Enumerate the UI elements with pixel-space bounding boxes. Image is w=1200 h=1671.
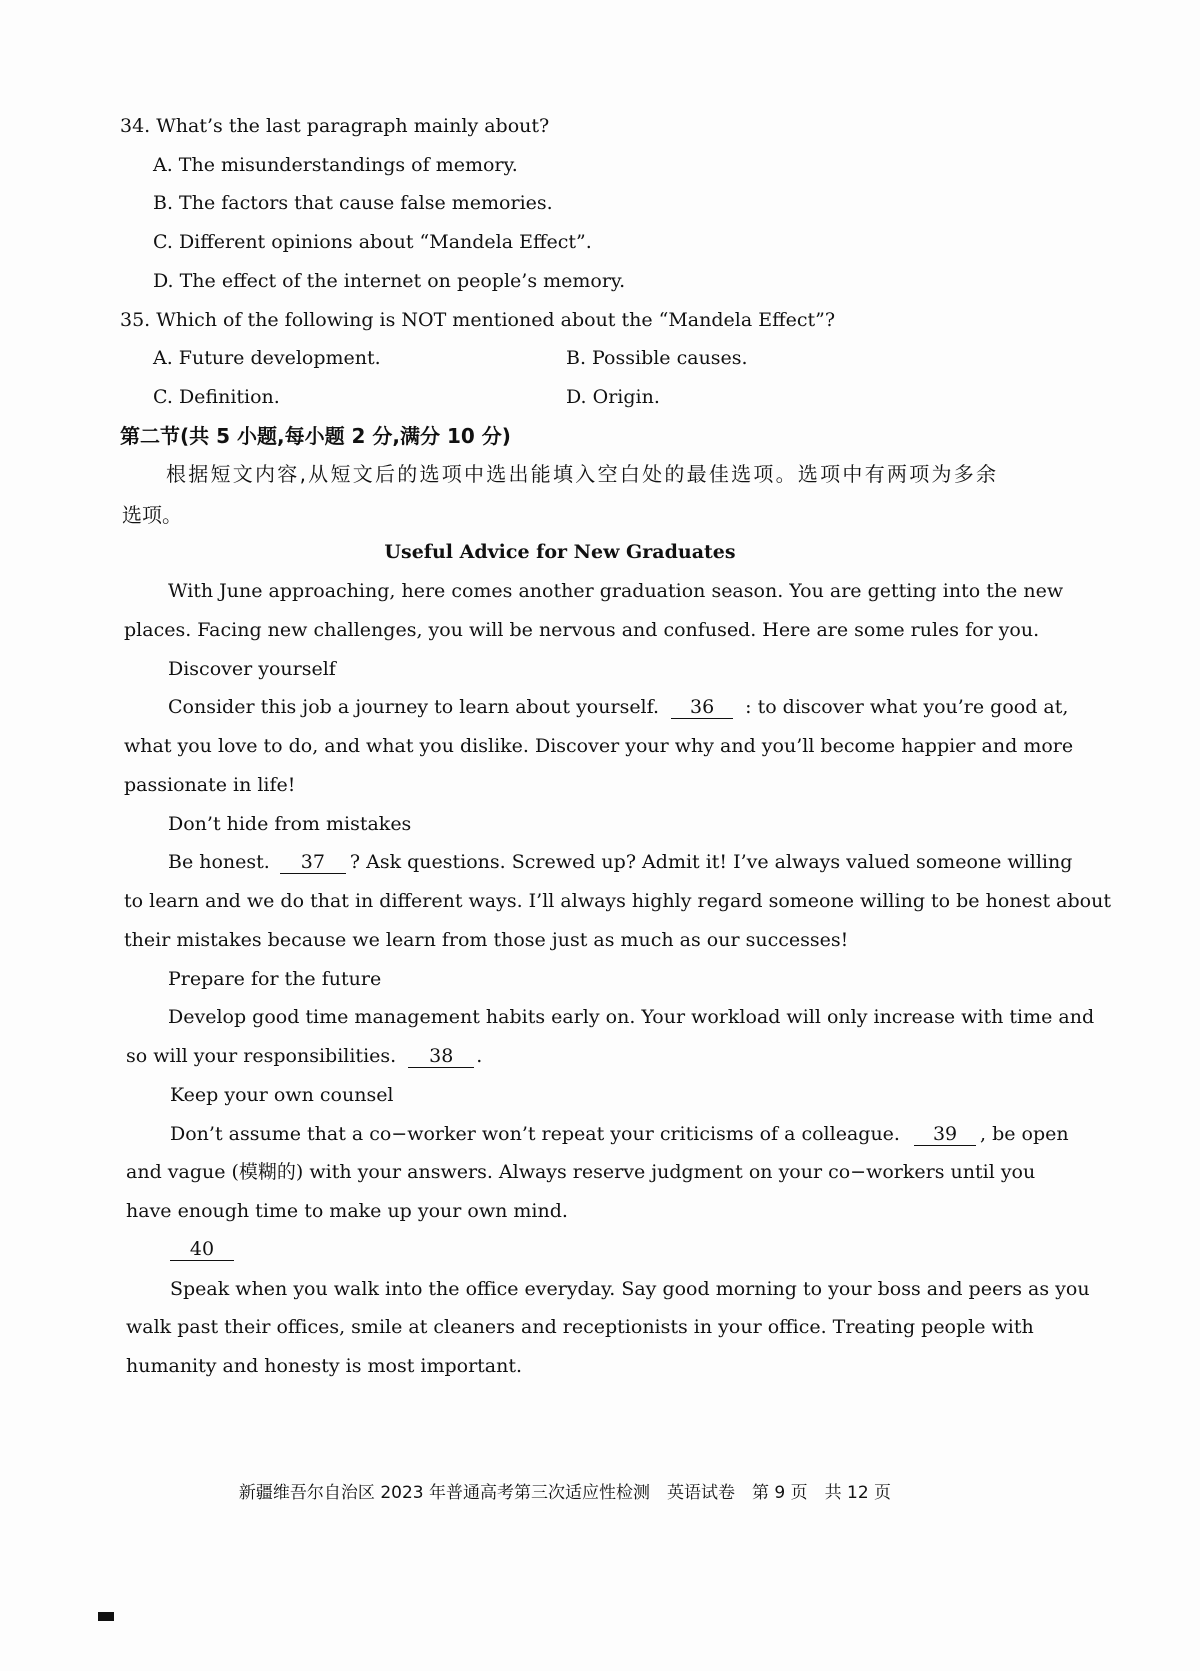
question-34-option-a: A. The misunderstandings of memory.: [153, 154, 518, 176]
question-34-option-b: B. The factors that cause false memories.: [153, 192, 553, 214]
paragraph-1-line-1: With June approaching, here comes another graduation season. You are getting into the new: [168, 580, 1064, 602]
section-heading: 第二节(共 5 小题,每小题 2 分,满分 10 分): [120, 424, 511, 448]
paragraph-3-text-after-blank: ? Ask questions. Screwed up? Admit it! I’ve always valued someone willing: [349, 851, 1073, 873]
paragraph-5-text-after-blank: , be open: [980, 1123, 1069, 1145]
blank-40: 40: [170, 1238, 234, 1261]
scan-registration-mark: [98, 1612, 114, 1621]
paragraph-4-text-before-blank: so will your responsibilities.: [126, 1045, 397, 1067]
question-35-stem: 35. Which of the following is NOT mentioned about the “Mandela Effect”?: [120, 309, 836, 331]
paragraph-5-line-2: and vague (模糊的) with your answers. Always reserve judgment on your co−workers until you: [126, 1161, 1036, 1183]
section-instructions-line-2: 选项。: [122, 503, 182, 527]
passage-title: Useful Advice for New Graduates: [384, 541, 736, 563]
paragraph-4-line-2: [126, 1043, 482, 1069]
section-instructions-line-1: 根据短文内容,从短文后的选项中选出能填入空白处的最佳选项。选项中有两项为多余: [166, 462, 996, 486]
subheading-discover-yourself: Discover yourself: [168, 658, 336, 680]
paragraph-3-text-before-blank: Be honest.: [168, 851, 270, 873]
paragraph-2-line-3: passionate in life!: [124, 774, 296, 796]
paragraph-6-line-1: Speak when you walk into the office everyday. Say good morning to your boss and peers as you: [170, 1278, 1090, 1300]
question-34-option-c: C. Different opinions about “Mandela Effect”.: [153, 231, 592, 253]
question-34-option-d: D. The effect of the internet on people’s memory.: [153, 270, 626, 292]
paragraph-3-line-1: [168, 849, 1072, 875]
question-35-option-c: C. Definition.: [153, 386, 280, 408]
question-34-stem: 34. What’s the last paragraph mainly about?: [120, 115, 550, 137]
blank-37: 37: [280, 851, 346, 874]
subheading-prepare-for-the-future: Prepare for the future: [168, 968, 382, 990]
paragraph-5-line-3: have enough time to make up your own mind.: [126, 1200, 568, 1222]
question-35-option-b: B. Possible causes.: [566, 347, 748, 369]
paragraph-2-line-2: what you love to do, and what you dislike. Discover your why and you’ll become happier and more: [124, 735, 1074, 757]
paragraph-2-line-1: [168, 694, 1068, 720]
question-35-option-d: D. Origin.: [566, 386, 660, 408]
paragraph-6-line-2: walk past their offices, smile at cleaners and receptionists in your office. Treating people with: [126, 1316, 1034, 1338]
paragraph-2-text-after-blank: : to discover what you’re good at,: [745, 696, 1069, 718]
blank-36: 36: [671, 696, 733, 719]
subheading-dont-hide-from-mistakes: Don’t hide from mistakes: [168, 813, 412, 835]
paragraph-4-line-1: Develop good time management habits early on. Your workload will only increase with time and: [168, 1006, 1095, 1028]
paragraph-1-line-2: places. Facing new challenges, you will be nervous and confused. Here are some rules for you.: [124, 619, 1040, 641]
subheading-keep-your-own-counsel: Keep your own counsel: [170, 1084, 394, 1106]
blank-38: 38: [408, 1045, 474, 1068]
blank-39: 39: [914, 1123, 976, 1146]
paragraph-6-line-3: humanity and honesty is most important.: [126, 1355, 523, 1377]
paragraph-2-text-before-blank: Consider this job a journey to learn about yourself.: [168, 696, 660, 718]
paragraph-3-line-2: to learn and we do that in different ways. I’ll always highly regard someone willing to be honest about: [124, 890, 1111, 912]
blank-40-heading: [170, 1236, 234, 1262]
page-footer: 新疆维吾尔自治区 2023 年普通高考第三次适应性检测 英语试卷 第 9 页 共 12 页: [238, 1483, 892, 1503]
paragraph-3-line-3: their mistakes because we learn from those just as much as our successes!: [124, 929, 849, 951]
paragraph-5-text-before-blank: Don’t assume that a co−worker won’t repeat your criticisms of a colleague.: [170, 1123, 900, 1145]
question-35-option-a: A. Future development.: [153, 347, 381, 369]
paragraph-4-text-after-blank: .: [476, 1045, 483, 1067]
paragraph-5-line-1: [170, 1121, 1069, 1147]
